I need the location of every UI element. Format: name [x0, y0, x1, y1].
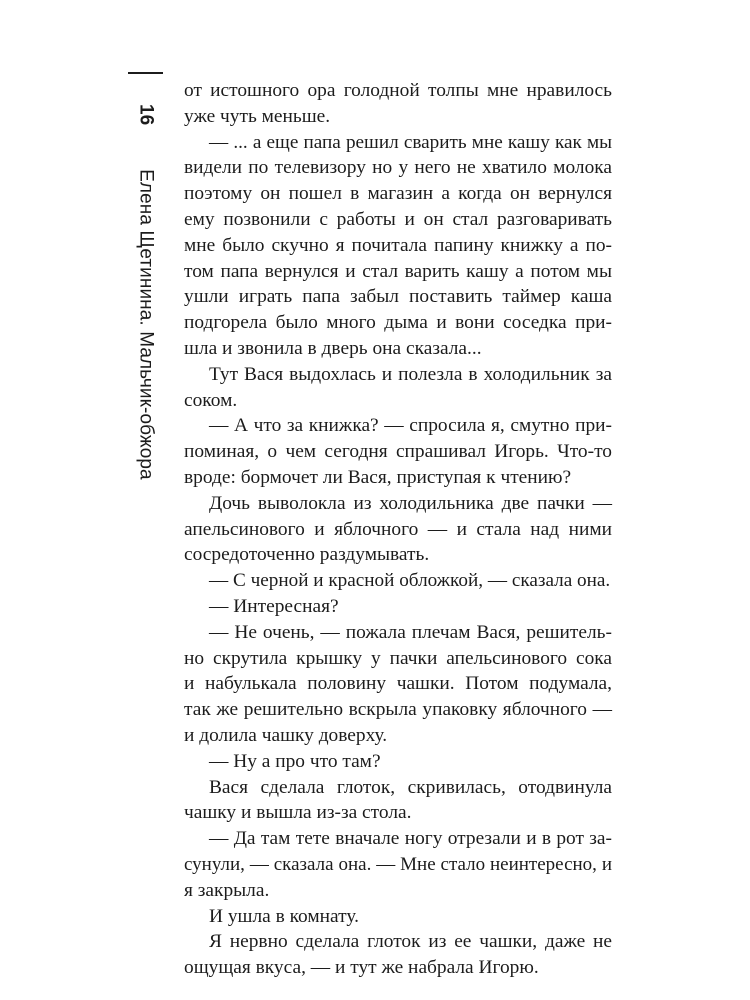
text-line: ему позвонили с работы и он стал разговаривать — [184, 208, 612, 230]
text-line: Дочь выволокла из холодильника две пачки — — [209, 492, 612, 514]
text-line: — Не очень, — пожала плечам Вася, решитель- — [209, 621, 612, 643]
text-line: Я нервно сделала глоток из ее чашки, даже не — [209, 931, 612, 953]
page-number: 16 — [135, 104, 157, 126]
text-line: и долила чашку доверху. — [184, 724, 388, 746]
text-line: поминая, о чем сегодня спрашивал Игорь. Что-то — [184, 441, 612, 463]
text-line: ушли играть папа забыл поставить таймер каша — [184, 286, 612, 308]
running-head-text — [137, 82, 156, 480]
text-line: сосредоточенно раздумывать. — [184, 544, 430, 566]
text-line: И ушла в комнату. — [209, 905, 359, 927]
text-line: подгорела было много дыма и вони соседка при- — [184, 312, 612, 334]
text-line: и набулькала половину чашки. Потом подумала, — [184, 673, 612, 695]
running-head-rule — [128, 72, 163, 74]
text-line: соком. — [184, 389, 238, 411]
text-line: я закрыла. — [184, 879, 270, 901]
text-line: ощущая вкуса, — и тут же набрала Игорю. — [184, 957, 539, 979]
text-line: так же решительно вскрыла упаковку яблочного — — [184, 699, 612, 721]
text-line: сунули, — сказала она. — Мне стало неинтересно, и — [184, 853, 612, 875]
text-line: вроде: бормочет ли Вася, приступая к чтению? — [184, 466, 572, 488]
text-line: поэтому он пошел в магазин а когда он вернулся — [184, 183, 612, 205]
running-title: Елена Щетинина. Мальчик-обжора — [135, 169, 157, 480]
text-line: — С черной и красной обложкой, — сказала она. — [209, 570, 611, 592]
text-line: видели по телевизору но у него не хватило молока — [184, 157, 612, 179]
text-line: от истошного ора голодной толпы мне нравилось — [184, 80, 612, 101]
text-line: Тут Вася выдохлась и полезла в холодильник за — [209, 363, 612, 385]
text-line: — А что за книжка? — спросила я, смутно при- — [209, 415, 612, 437]
text-line: уже чуть меньше. — [184, 105, 331, 127]
text-line: чашку и вышла из-за стола. — [184, 802, 412, 824]
text-line: шла и звонила в дверь она сказала... — [184, 337, 482, 359]
text-line: том папа вернулся и стал варить кашу а потом мы — [184, 260, 612, 282]
body-text — [184, 78, 612, 981]
text-line: мне было скучно я почитала папину книжку а по- — [184, 234, 612, 256]
text-line: апельсинового и яблочного — и стала над ними — [184, 518, 612, 540]
text-line: но скрутила крышку у пачки апельсинового сока — [184, 647, 612, 669]
text-line: — Ну а про что там? — [209, 750, 381, 772]
text-line: — Да там тете вначале ногу отрезали и в рот за- — [209, 828, 612, 850]
text-line: Вася сделала глоток, скривилась, отодвинула — [209, 776, 612, 798]
text-line: — ... а еще папа решил сварить мне кашу как мы — [209, 131, 612, 153]
text-line: — Интересная? — [209, 595, 339, 617]
